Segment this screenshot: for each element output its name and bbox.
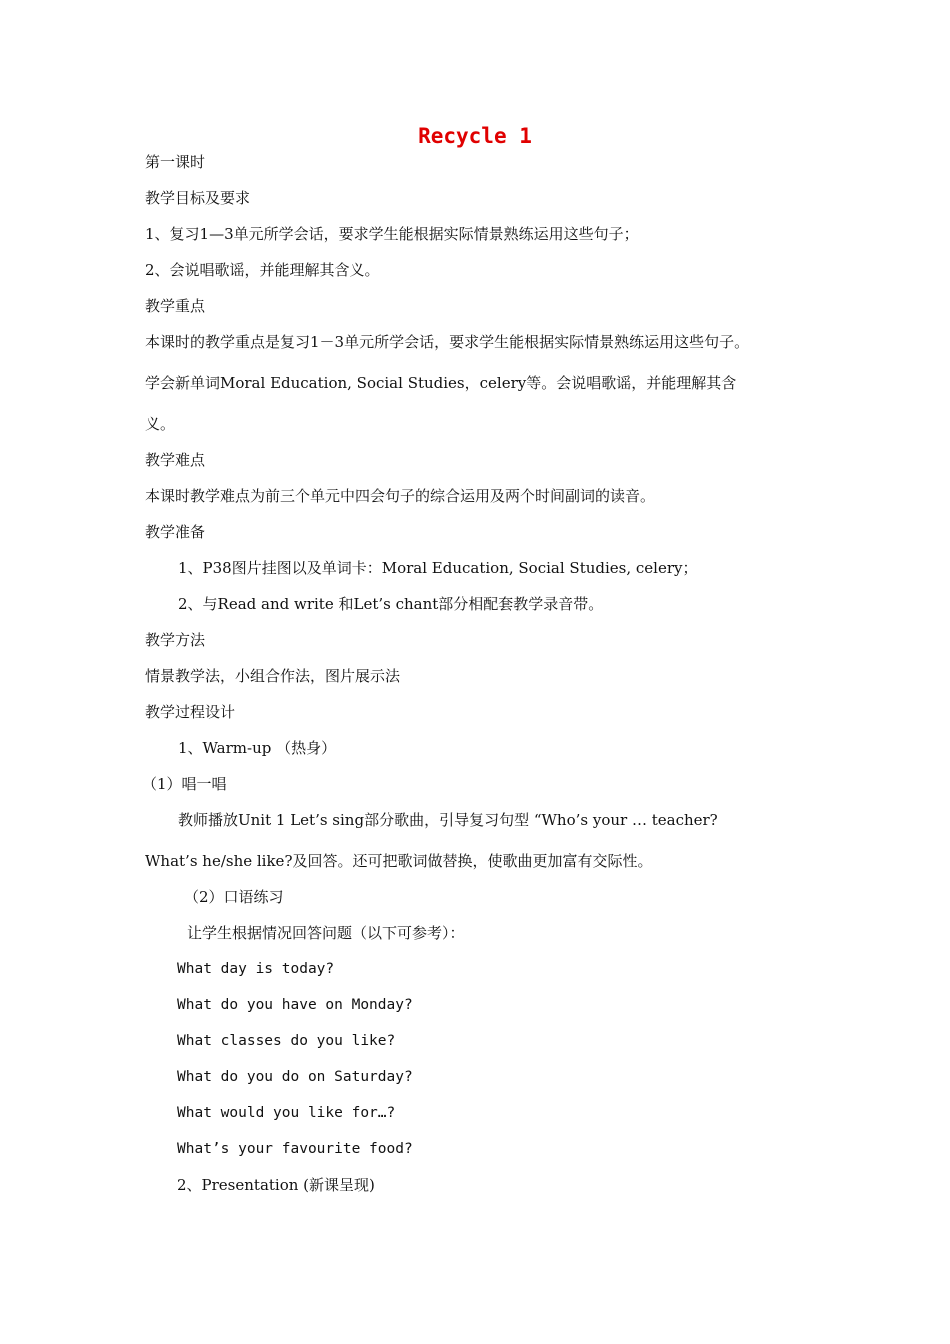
question-1: What day is today?: [177, 961, 335, 977]
oral-practice-instruction: 让学生根据情况回答问题（以下可参考）：: [187, 924, 465, 942]
section-heading-process: 教学过程设计: [145, 703, 236, 721]
question-4: What do you do on Saturday?: [177, 1069, 413, 1085]
step-warm-up: 1、Warm-up （热身）: [178, 739, 337, 757]
key-points-text: 本课时的教学重点是复习1－3单元所学会话，要求学生能根据实际情景熟练运用这些句子。: [145, 333, 750, 351]
section-heading-difficulties: 教学难点: [145, 451, 206, 469]
section-heading-key-points: 教学重点: [145, 297, 206, 315]
sing-instruction-cont: What’s he/she like?及回答。还可把歌词做替换，使歌曲更加富有交际性。: [145, 852, 653, 870]
difficulties-text: 本课时教学难点为前三个单元中四会句子的综合运用及两个时间副词的读音。: [145, 487, 656, 505]
preparation-item-2: 2、与Read and write 和Let’s chant部分相配套教学录音带。: [178, 595, 604, 613]
question-6: What’s your favourite food?: [177, 1141, 413, 1157]
question-3: What classes do you like?: [177, 1033, 396, 1049]
step-presentation: 2、Presentation (新课呈现): [177, 1176, 375, 1194]
substep-sing: （1）唱一唱: [142, 775, 227, 793]
section-heading-preparation: 教学准备: [145, 523, 206, 541]
question-2: What do you have on Monday?: [177, 997, 413, 1013]
key-points-text-cont: 学会新单词Moral Education, Social Studies，celery等。会说唱歌谣，并能理解其含: [145, 374, 737, 392]
document-title: Recycle 1: [418, 124, 532, 148]
lesson-period: 第一课时: [145, 153, 206, 171]
substep-oral-practice: （2）口语练习: [184, 888, 284, 906]
methods-text: 情景教学法，小组合作法，图片展示法: [145, 667, 401, 685]
preparation-item-1: 1、P38图片挂图以及单词卡：Moral Education, Social Studies, celery；: [178, 559, 698, 577]
goal-item-2: 2、会说唱歌谣，并能理解其含义。: [145, 261, 380, 279]
section-heading-methods: 教学方法: [145, 631, 206, 649]
question-5: What would you like for…?: [177, 1105, 396, 1121]
section-heading-goals: 教学目标及要求: [145, 189, 251, 207]
key-points-text-end: 义。: [145, 415, 176, 433]
sing-instruction: 教师播放Unit 1 Let’s sing部分歌曲，引导复习句型 “Who’s your … teacher?: [178, 811, 718, 829]
goal-item-1: 1、复习1—3单元所学会话，要求学生能根据实际情景熟练运用这些句子；: [145, 225, 639, 243]
